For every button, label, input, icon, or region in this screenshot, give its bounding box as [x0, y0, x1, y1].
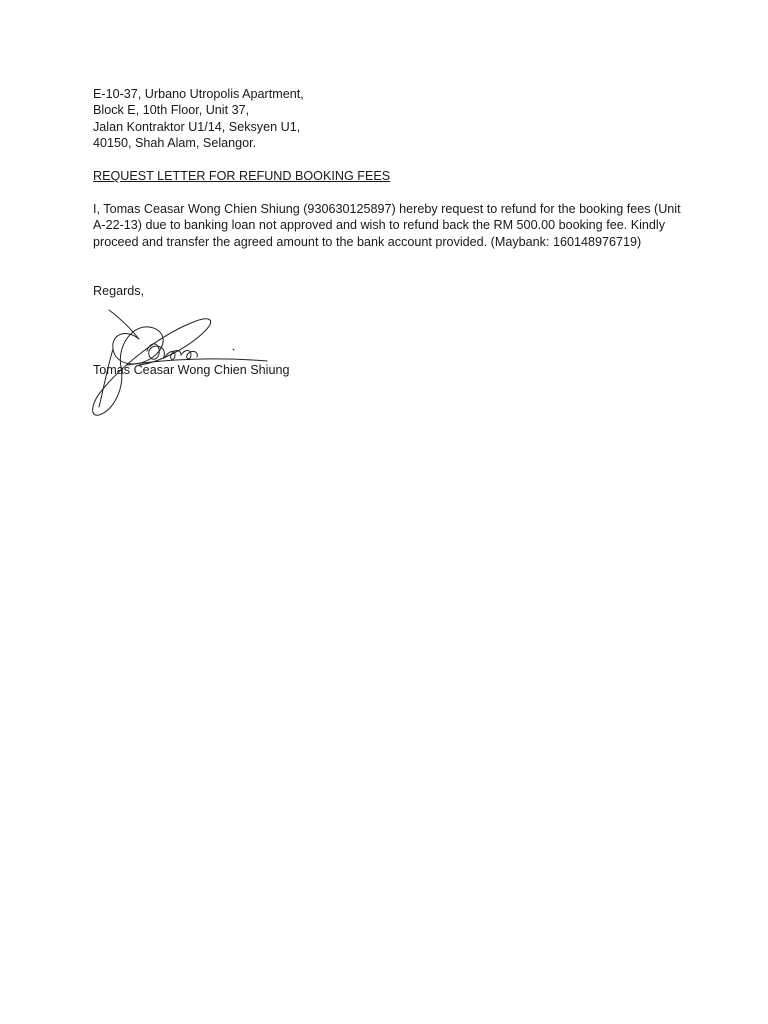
address-line: E-10-37, Urbano Utropolis Apartment, [93, 87, 304, 101]
address-line: 40150, Shah Alam, Selangor. [93, 136, 257, 151]
letter [93, 86, 693, 381]
signature-block [93, 299, 693, 381]
closing-salutation: Regards, [93, 283, 145, 298]
signer-name: Tomas Ceasar Wong Chien Shiung [93, 363, 290, 378]
address-line: Block E, 10th Floor, Unit 37, [93, 103, 250, 118]
letter-body: I, Tomas Ceasar Wong Chien Shiung (930630125897) hereby request to refund for the booking fees (Unit A-22-13) due to banking loan not approved and wish to refund back the RM 500.00 booking fee. Kindly proceed and transfer the agreed amount to the bank account provided. (Maybank: 160148976719) [93, 201, 681, 249]
address-line: Jalan Kontraktor U1/14, Seksyen U1, [93, 119, 301, 134]
sender-address [93, 86, 693, 152]
letter-subject: REQUEST LETTER FOR REFUND BOOKING FEES [93, 169, 391, 184]
